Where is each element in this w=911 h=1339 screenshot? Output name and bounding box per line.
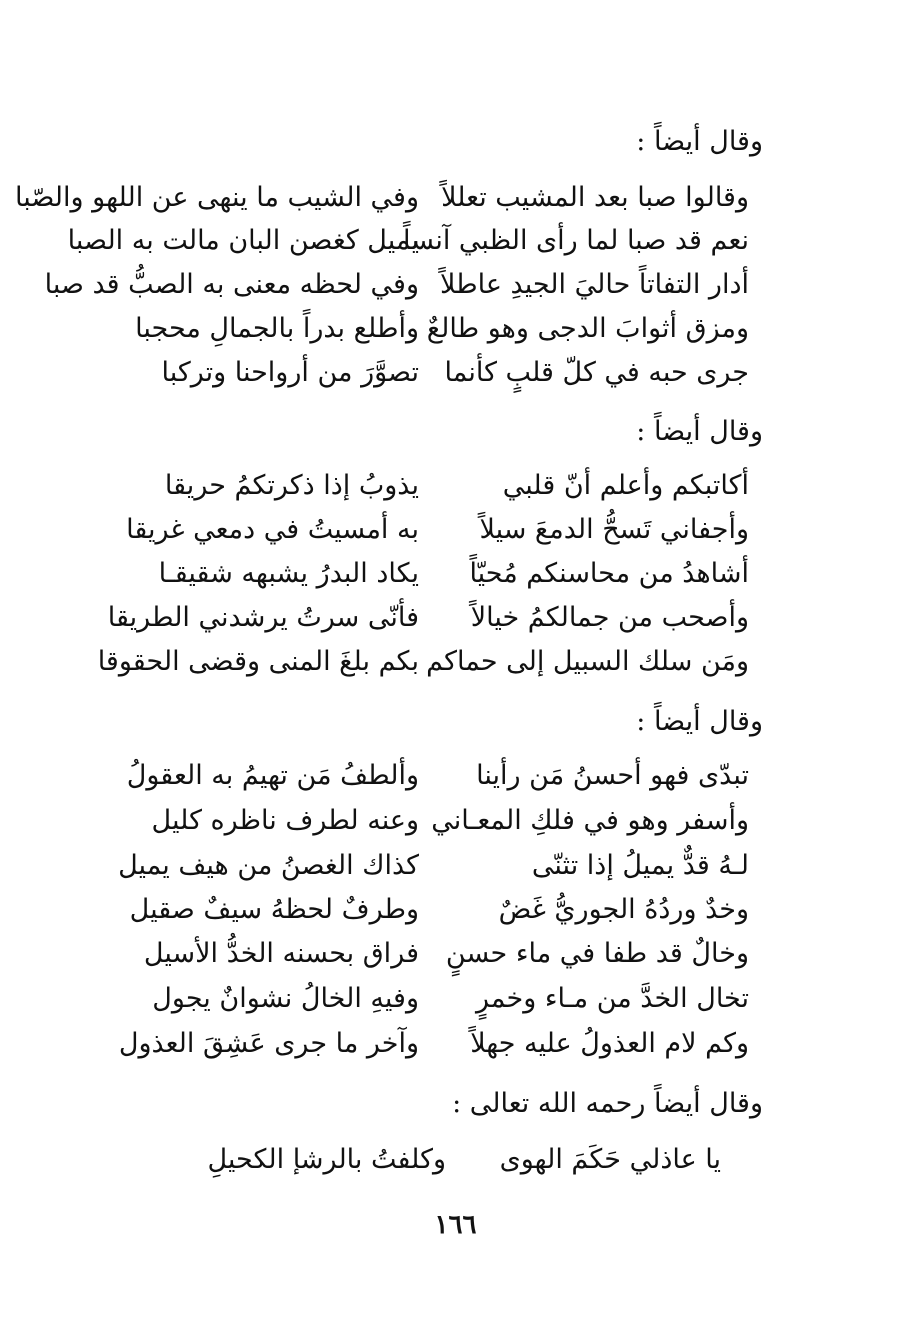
verse-line	[134, 979, 749, 1019]
verse-first-hemistich: ومزق أثوابَ الدجى وهو طالعٌ	[426, 313, 749, 344]
verse-second-hemistich: وألطفُ مَن تهيمُ به العقولُ	[126, 760, 419, 791]
verse-second-hemistich: فراق بحسنه الخدُّ الأسيل	[143, 938, 419, 969]
verse-second-hemistich: وآخر ما جرى عَشِقَ العذول	[118, 1028, 419, 1059]
verse-line	[134, 309, 749, 349]
verse-line	[134, 934, 749, 974]
verse-first-hemistich: وأسفر وهو في فلكِ المعـاني	[431, 805, 749, 836]
page-number: ١٦٦	[434, 1210, 477, 1240]
verse-second-hemistich: كذاك الغصنُ من هيف يميل	[118, 850, 419, 881]
verse-second-hemistich: وكلفتُ بالرشإ الكحيلِ	[207, 1144, 446, 1175]
verse-line	[126, 756, 749, 796]
verse-first-hemistich: أكاتبكم وأعلم أنّ قلبي	[502, 470, 749, 501]
verse-first-hemistich: وخالٌ قد طفا في ماء حسنٍ	[445, 938, 749, 969]
verse-line	[134, 801, 749, 841]
verse-line	[126, 510, 749, 550]
verse-first-hemistich: يا عاذلي حَكَمَ الهوى	[499, 1144, 721, 1175]
verse-first-hemistich: وكم لام العذولُ عليه جهلاً	[470, 1028, 749, 1059]
verse-second-hemistich: تصوَّرَ من أرواحنا وتركبا	[161, 357, 419, 388]
section-heading: وقال أيضاً رحمه الله تعالى :	[452, 1088, 763, 1119]
verse-first-hemistich: أشاهدُ من محاسنكم مُحيّاً	[469, 558, 749, 589]
verse-line	[134, 554, 749, 594]
verse-line	[134, 466, 749, 506]
verse-line	[134, 353, 749, 393]
verse-first-hemistich: وأجفاني تَسحُّ الدمعَ سيلاً	[479, 514, 749, 545]
verse-first-hemistich: تبدّى فهو أحسنُ مَن رأينا	[476, 760, 749, 791]
verse-first-hemistich: لـهُ قدٌّ يميلُ إذا تثنّى	[531, 850, 749, 881]
section-heading: وقال أيضاً :	[636, 416, 763, 447]
verse-line	[15, 178, 749, 218]
verse-first-hemistich: وأصحب من جمالكمُ خيالاً	[470, 602, 749, 633]
verse-first-hemistich: ومَن سلك السبيل إلى حماكم	[426, 646, 749, 677]
verse-second-hemistich: يذوبُ إذا ذكرتكمُ حريقا	[164, 470, 419, 501]
verse-first-hemistich: أدار التفاتاً حاليَ الجيدِ عاطلاً	[440, 269, 749, 300]
verse-line	[97, 642, 749, 682]
verse-line	[67, 221, 749, 261]
verse-second-hemistich: وأطلع بدراً بالجمالِ محجبا	[135, 313, 419, 344]
verse-second-hemistich: وعنه لطرف ناظره كليل	[151, 805, 419, 836]
section-heading: وقال أيضاً :	[636, 706, 763, 737]
section-heading: وقال أيضاً :	[636, 126, 763, 157]
verse-first-hemistich: جرى حبه في كلّ قلبٍ كأنما	[444, 357, 749, 388]
verse-line	[118, 1024, 749, 1064]
verse-first-hemistich: تخال الخدَّ من مـاء وخمرٍ	[476, 983, 749, 1014]
verse-line	[107, 598, 749, 638]
verse-line	[44, 265, 749, 305]
verse-second-hemistich: يكاد البدرُ يشبهه شقيقـا	[158, 558, 419, 589]
verse-second-hemistich: وفيهِ الخالُ نشوانٌ يجول	[152, 983, 419, 1014]
verse-first-hemistich: وخدٌ وردُهُ الجوريُّ غَضٌ	[498, 894, 749, 925]
verse-first-hemistich: وقالوا صبا بعد المشيب تعللاً	[441, 182, 749, 213]
verse-second-hemistich: يميل كغصن البان مالت به الصبا	[67, 225, 419, 256]
verse-second-hemistich: فأنّى سرتُ يرشدني الطريقا	[107, 602, 419, 633]
verse-second-hemistich: وطرفٌ لحظهُ سيفٌ صقيل	[129, 894, 419, 925]
verse-line	[129, 890, 749, 930]
verse-second-hemistich: وفي لحظه معنى به الصبُّ قد صبا	[44, 269, 419, 300]
verse-second-hemistich: بكم بلغَ المنى وقضى الحقوقا	[97, 646, 419, 677]
verse-line	[161, 1140, 721, 1180]
verse-line	[118, 846, 749, 886]
verse-second-hemistich: به أمسيتُ في دمعي غريقا	[126, 514, 419, 545]
verse-second-hemistich: وفي الشيب ما ينهى عن اللهو والصّبا	[15, 182, 419, 213]
verse-first-hemistich: نعم قد صبا لما رأى الظبي آنساً	[403, 225, 749, 256]
